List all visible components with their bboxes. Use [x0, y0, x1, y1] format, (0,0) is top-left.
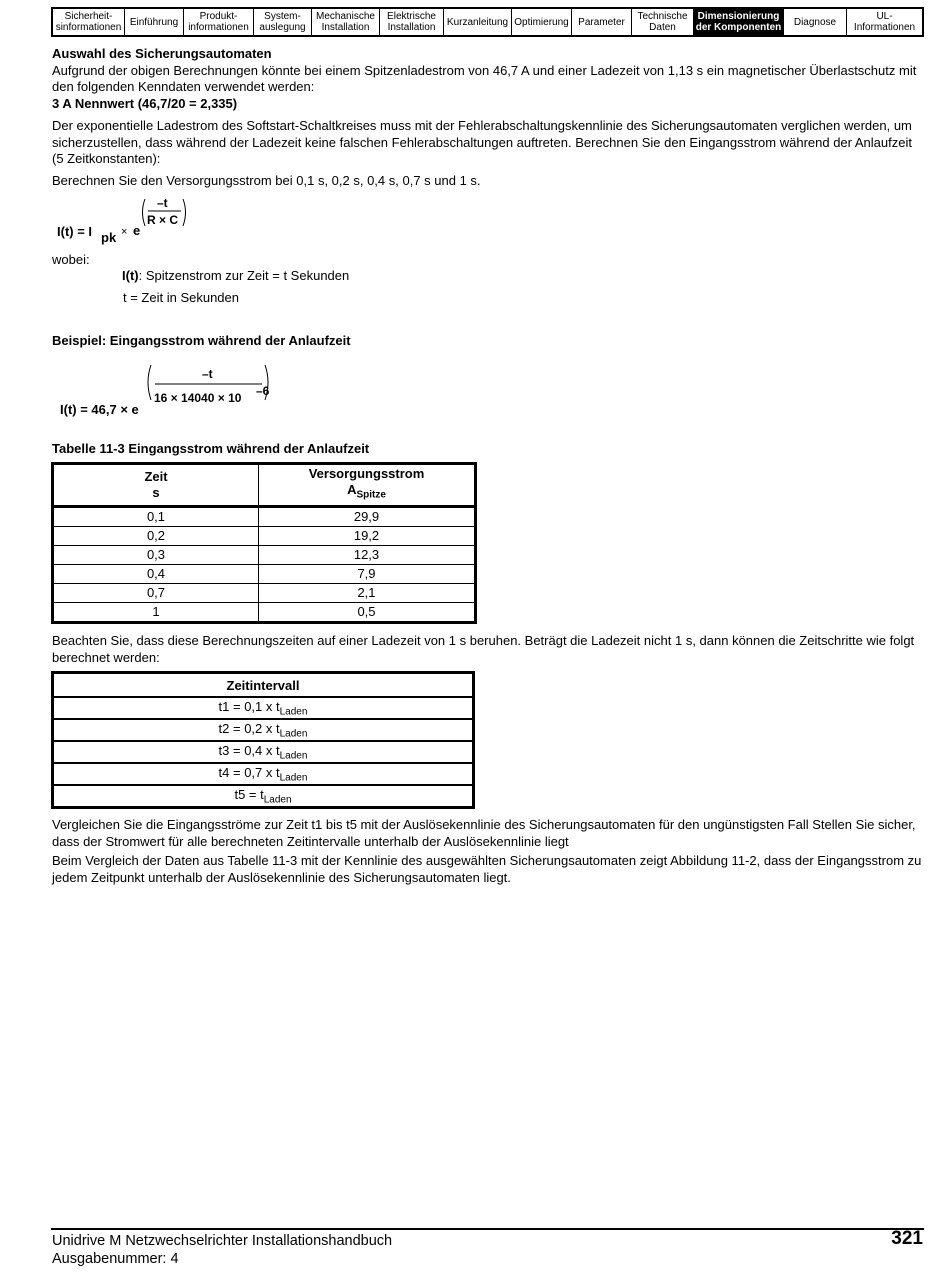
wobei-label: wobei:	[52, 252, 90, 267]
table-row	[53, 763, 474, 785]
page-content	[52, 46, 924, 189]
formula1-lhs: I(t) = I	[57, 224, 93, 239]
nav-tab-produktinformationen[interactable]: Produkt- informationen	[184, 9, 254, 35]
input-current-table	[51, 462, 477, 624]
table-cell-time: 1	[53, 602, 259, 622]
table-cell-current: 7,9	[259, 564, 476, 583]
timestep-note: Beachten Sie, dass diese Berechnungszeiten auf einer Ladezeit von 1 s beruhen. Beträgt die Ladezeit nicht 1 s, dann können die Zeitschritte wie folgt berechnet werden:	[52, 633, 915, 665]
calc-instruction: Berechnen Sie den Versorgungsstrom bei 0,1 s, 0,2 s, 0,4 s, 0,7 s und 1 s.	[52, 172, 481, 188]
nav-tab-mechanische-installation[interactable]: Mechanische Installation	[312, 9, 380, 35]
table-row	[53, 741, 474, 763]
table1-header-time-unit: s	[152, 484, 160, 500]
nav-tab-technische-daten[interactable]: Technische Daten	[632, 9, 694, 35]
table-row	[53, 545, 476, 564]
definition-current-term: I(t)	[122, 268, 139, 283]
table1-header-current-label: Versorgungsstrom	[308, 466, 425, 481]
table-cell-time: 0,1	[53, 506, 259, 526]
table1-header-current	[259, 464, 476, 507]
table-row	[53, 506, 476, 526]
footer-info	[52, 1232, 392, 1268]
softstart-paragraph: Der exponentielle Ladestrom des Softstart-Schaltkreises muss mit der Fehlerabschaltungskennlinie des Sicherungsautomaten verglichen werden, um sicherzustellen, dass während der Ladezeit keine falschen Fehlerabschaltungen auftreten. Berechnen Sie den Eingangsstrom während der Anlaufzeit (5 Zeitkonstanten):	[52, 118, 912, 166]
table-cell-current: 29,9	[259, 506, 476, 526]
footer-edition: Ausgabenummer: 4	[52, 1251, 179, 1267]
nav-tab-optimierung[interactable]: Optimierung	[512, 9, 572, 35]
chapter-nav-bar	[51, 7, 924, 37]
table-cell-interval: t2 = 0,2 x $t_{Laden}$	[53, 719, 474, 741]
table-row	[53, 697, 474, 719]
formula-charging-current	[57, 196, 197, 246]
table-cell-current: 12,3	[259, 545, 476, 564]
nav-tab-elektrische-installation[interactable]: Elektrische Installation	[380, 9, 444, 35]
formula2-denominator: 16 × 14040 × 10	[154, 391, 242, 405]
time-interval-table	[51, 671, 475, 809]
footer-manual-title: Unidrive M Netzwechselrichter Installationshandbuch	[52, 1233, 393, 1249]
formula1-numerator: –t	[157, 196, 168, 210]
formula2-lhs: I(t) = 46,7 × e	[60, 402, 139, 417]
nav-tab-sicherheitsinformationen[interactable]: Sicherheit- sinformationen	[53, 9, 125, 35]
nav-tab-systemauslegung[interactable]: System- auslegung	[254, 9, 312, 35]
table1-header-time	[53, 464, 259, 507]
section-heading: Auswahl des Sicherungsautomaten	[52, 46, 272, 61]
definition-current-text: : Spitzenstrom zur Zeit = t Sekunden	[138, 268, 350, 283]
table-row	[53, 785, 474, 808]
nav-tab-dimensionierung-active[interactable]: Dimensionierung der Komponenten	[694, 9, 784, 35]
table-cell-current: 0,5	[259, 602, 476, 622]
rating-value: 3 A Nennwert (46,7/20 = 2,335)	[52, 95, 238, 111]
table-cell-interval: t4 = 0,7 x $t_{Laden}$	[53, 763, 474, 785]
table-cell-time: 0,2	[53, 526, 259, 545]
nav-tab-einfuehrung[interactable]: Einführung	[125, 9, 184, 35]
nav-tab-kurzanleitung[interactable]: Kurzanleitung	[444, 9, 512, 35]
result-paragraph: Beim Vergleich der Daten aus Tabelle 11-3 mit der Kennlinie des ausgewählten Sicherungsautomaten zeigt Abbildung 11-2, dass der Eingangsstrom zu jedem Zeitpunkt unterhalb der Auslösekennlinie des Sicherungsautomaten liegt.	[52, 853, 922, 885]
nav-tab-diagnose[interactable]: Diagnose	[784, 9, 847, 35]
table1-caption: Tabelle 11-3 Eingangsstrom während der Anlaufzeit	[52, 441, 370, 456]
table-cell-interval: t1 = 0,1 x $t_{Laden}$	[53, 697, 474, 719]
example-heading: Beispiel: Eingangsstrom während der Anlaufzeit	[52, 333, 351, 348]
formula-example	[60, 362, 280, 422]
compare-paragraph: Vergleichen Sie die Eingangsströme zur Zeit t1 bis t5 mit der Auslösekennlinie des Sicherungsautomaten für den ungünstigsten Fall Stellen Sie sicher, dass der Stromwert für alle berechneten Zeitintervalle unterhalb der Auslösekennlinie liegt	[52, 817, 916, 849]
table-row	[53, 719, 474, 741]
table-cell-time: 0,7	[53, 583, 259, 602]
table-row	[53, 526, 476, 545]
definition-current	[122, 268, 349, 285]
table-cell-current: 2,1	[259, 583, 476, 602]
nav-tab-parameter[interactable]: Parameter	[572, 9, 632, 35]
formula1-denominator: R × C	[147, 213, 179, 227]
table1-header-time-label: Zeit	[144, 468, 168, 484]
intro-paragraph: Aufgrund der obigen Berechnungen könnte bei einem Spitzenladestrom von 46,7 A und einer Ladezeit von 1,13 s ein magnetischer Überlastschutz mit den folgenden Kenndaten verwendet werden:	[52, 62, 917, 94]
formula2-numerator: –t	[202, 367, 213, 381]
table-row	[53, 583, 476, 602]
formula2-exponent: –6	[256, 384, 270, 398]
table-row	[53, 602, 476, 622]
table-cell-current: 19,2	[259, 526, 476, 545]
table2-header: Zeitintervall	[53, 673, 474, 698]
table1-header-current-unit: A	[347, 482, 357, 497]
closing-paragraphs	[52, 817, 924, 886]
table-cell-interval: $t5 = t_{Laden}$	[53, 785, 474, 808]
page-number: 321	[891, 1228, 923, 1249]
table-cell-time: 0,3	[53, 545, 259, 564]
table1-header-current-unit-sub: Spitze	[356, 489, 386, 501]
footer-rule	[51, 1228, 924, 1230]
table-cell-interval: t3 = 0,4 x $t_{Laden}$	[53, 741, 474, 763]
formula1-times: ×	[121, 226, 128, 238]
nav-tab-ul-informationen[interactable]: UL- Informationen	[853, 11, 916, 33]
definition-time: t = Zeit in Sekunden	[123, 290, 239, 305]
formula1-e: e	[133, 223, 141, 238]
table-cell-time: 0,4	[53, 564, 259, 583]
table-row	[53, 564, 476, 583]
formula1-sub: pk	[101, 230, 117, 245]
